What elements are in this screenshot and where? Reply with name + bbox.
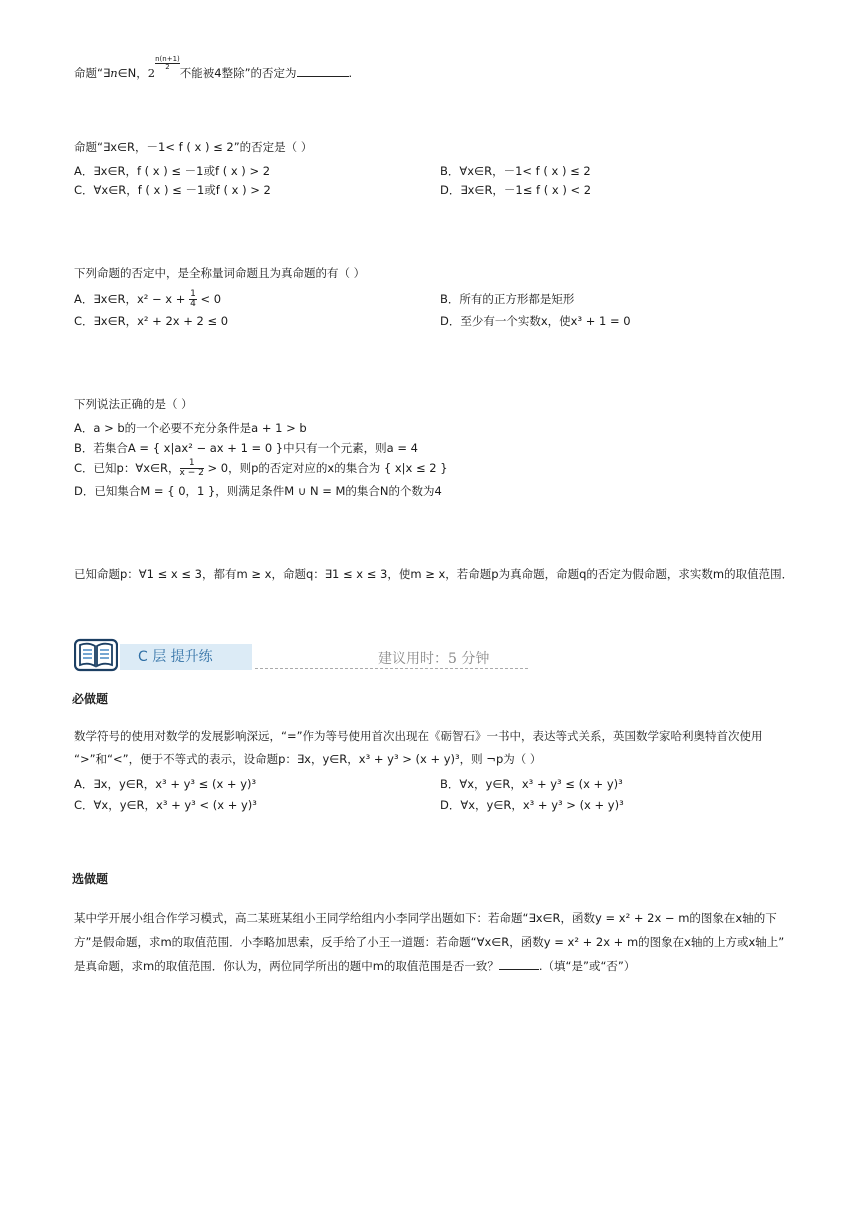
q3-option-a[interactable] (74, 290, 221, 309)
q1-text-a: 命题“∃ (74, 66, 111, 80)
q4-option-c[interactable] (74, 459, 448, 478)
q4-c-den: x − 2 (179, 468, 204, 478)
q2-stem: 命题“∃x∈R，－1< f ( x ) ≤ 2”的否定是（ ） (74, 140, 313, 154)
optional-title: 选做题 (72, 872, 109, 886)
q3-option-b[interactable]: B．所有的正方形都是矩形 (440, 292, 575, 306)
optional-line-1: 某中学开展小组合作学习模式，高二某班某组小王同学给组内小李同学出题如下：若命题“∃x∈R，函数y = x² + 2x − m的图象在x轴的下 (74, 911, 777, 925)
q4-c-post: > 0，则p的否定对应的x的集合为 { x|x ≤ 2 } (203, 461, 448, 475)
suggested-time: 建议用时：5 分钟 (378, 651, 490, 667)
q4-option-d[interactable]: D．已知集合M = { 0，1 }，则满足条件M ∪ N = M的集合N的个数为4 (74, 484, 442, 498)
q3-option-c[interactable]: C．∃x∈R，x² + 2x + 2 ≤ 0 (74, 314, 229, 328)
q1-exp-num: n(n+1) (155, 55, 180, 63)
q3-option-d[interactable]: D．至少有一个实数x，使x³ + 1 = 0 (440, 314, 631, 328)
q1-base: 2 (147, 66, 156, 80)
q4-option-b[interactable]: B．若集合A = { x|ax² − ax + 1 = 0 }中只有一个元素，则a = 4 (74, 441, 418, 455)
q1-answer-blank[interactable] (297, 65, 349, 77)
section-label: C 层 提升练 (120, 644, 252, 670)
q3-a-pre: A．∃x∈R，x² − x + (74, 292, 190, 306)
q3-a-frac (189, 290, 197, 309)
q1-var-n: n (110, 66, 118, 80)
q1-text-b: ∈N， (117, 66, 148, 80)
q2-option-a[interactable]: A．∃x∈R，f ( x ) ≤ －1或f ( x ) > 2 (74, 164, 271, 178)
required-option-b[interactable]: B．∀x，y∈R，x³ + y³ ≤ (x + y)³ (440, 777, 623, 791)
required-title: 必做题 (72, 692, 109, 706)
q4-stem: 下列说法正确的是（ ） (74, 397, 193, 411)
optional-answer-blank[interactable] (499, 958, 539, 970)
required-line-1: 数学符号的使用对数学的发展影响深远，“=”作为等号使用首次出现在《砺智石》一书中，表达等式关系，英国数学家哈利奥特首次使用 (74, 729, 763, 743)
required-line-2: “>”和“<”，便于不等式的表示，设命题p：∃x，y∈R，x³ + y³ > (x + y)³，则 ¬p为（ ） (74, 752, 542, 766)
optional-line-3-pre: 是真命题，求m的取值范围．你认为，两位同学所出的题中m的取值范围是否一致？ (74, 959, 499, 973)
q4-c-num: 1 (180, 459, 204, 469)
required-option-a[interactable]: A．∃x，y∈R，x³ + y³ ≤ (x + y)³ (74, 777, 257, 791)
q1-exp-den: 2 (165, 63, 170, 71)
q4-c-frac (180, 459, 204, 478)
optional-line-3-post: .（填“是”或“否”） (538, 959, 636, 973)
optional-line-2: 方”是假命题，求m的取值范围．小李略加思索，反手给了小王一道题：若命题“∀x∈R，函数y = x² + 2x + m的图象在x轴的上方或x轴上” (74, 935, 785, 949)
required-option-c[interactable]: C．∀x，y∈R，x³ + y³ < (x + y)³ (74, 798, 257, 812)
book-icon (74, 638, 118, 672)
optional-line-3 (74, 958, 635, 974)
q2-option-b[interactable]: B．∀x∈R，－1< f ( x ) ≤ 2 (440, 164, 591, 178)
q3-stem: 下列命题的否定中，是全称量词命题且为真命题的有（ ） (74, 266, 366, 280)
q2-option-c[interactable]: C．∀x∈R，f ( x ) ≤ －1或f ( x ) > 2 (74, 183, 271, 197)
banner-divider (255, 668, 528, 669)
q4-c-pre: C．已知p：∀x∈R， (74, 461, 180, 475)
q1-line (74, 56, 352, 81)
q3-a-den: 4 (190, 299, 196, 309)
q3-a-post: < 0 (196, 292, 222, 306)
q3-a-num: 1 (190, 289, 196, 299)
q5-text: 已知命题p：∀1 ≤ x ≤ 3，都有m ≥ x，命题q：∃1 ≤ x ≤ 3，使m ≥ x，若命题p为真命题，命题q的否定为假命题，求实数m的取值范围． (74, 567, 794, 581)
q2-option-d[interactable]: D．∃x∈R，－1≤ f ( x ) < 2 (440, 183, 592, 197)
q4-option-a[interactable]: A．a > b的一个必要不充分条件是a + 1 > b (74, 421, 307, 435)
q1-tail: . (348, 66, 353, 80)
q1-exponent (155, 56, 180, 71)
q1-text-c: 不能被4整除”的否定为 (179, 66, 297, 80)
required-option-d[interactable]: D．∀x，y∈R，x³ + y³ > (x + y)³ (440, 798, 624, 812)
